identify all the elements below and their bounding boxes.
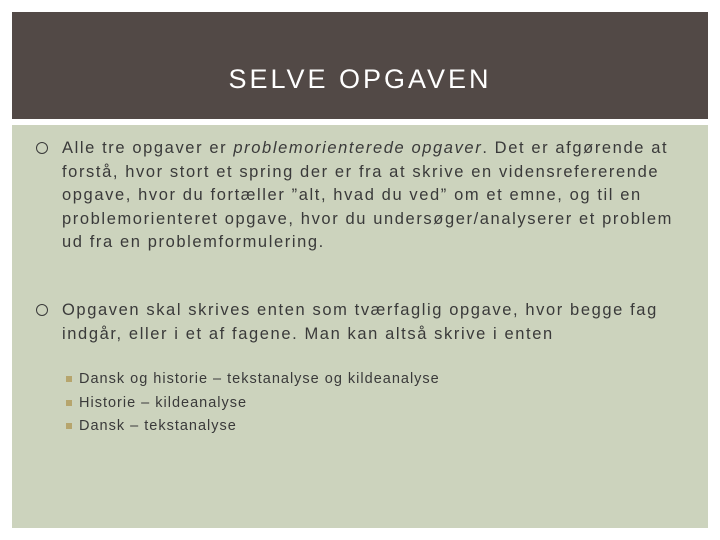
sub-bullet-list bbox=[12, 368, 692, 439]
bullet-text-start: Alle tre opgaver er bbox=[62, 139, 234, 157]
content-area bbox=[12, 125, 708, 528]
sub-bullet-text: Dansk og historie – tekstanalyse og kildeanalyse bbox=[79, 371, 440, 387]
sub-bullet-item bbox=[12, 415, 692, 439]
sub-bullet-text: Historie – kildeanalyse bbox=[79, 394, 248, 411]
circle-bullet-icon bbox=[36, 142, 48, 154]
square-bullet-icon bbox=[66, 376, 72, 382]
bullet-text-emphasis: problemorienterede opgaver bbox=[233, 139, 483, 157]
bullet-text: Opgaven skal skrives enten som tværfaglig opgave, hvor begge fag indgår, eller i et af fagene. Man kan altså skrive i enten bbox=[62, 301, 658, 343]
square-bullet-icon bbox=[66, 400, 72, 406]
bullet-item bbox=[12, 299, 692, 346]
sub-bullet-item bbox=[12, 368, 692, 392]
square-bullet-icon bbox=[66, 423, 72, 429]
circle-bullet-icon bbox=[36, 304, 48, 316]
sub-bullet-text: Dansk – tekstanalyse bbox=[79, 418, 237, 434]
slide-title: SELVE OPGAVEN bbox=[228, 64, 492, 94]
sub-bullet-item bbox=[12, 392, 692, 416]
bullet-item bbox=[12, 137, 692, 255]
title-bar bbox=[12, 12, 708, 119]
bullet-text-end: . Det er afgørende at forstå, hvor stort et spring der er fra at skrive en vidensrefererende opgave, hvor du fortæller ”alt, hvad du ved” om et emne, og til en problemorienteret opgave, hvor du undersøger/analyserer et problem ud fra en problemformulering. bbox=[62, 139, 673, 251]
bullet-text bbox=[62, 137, 692, 255]
